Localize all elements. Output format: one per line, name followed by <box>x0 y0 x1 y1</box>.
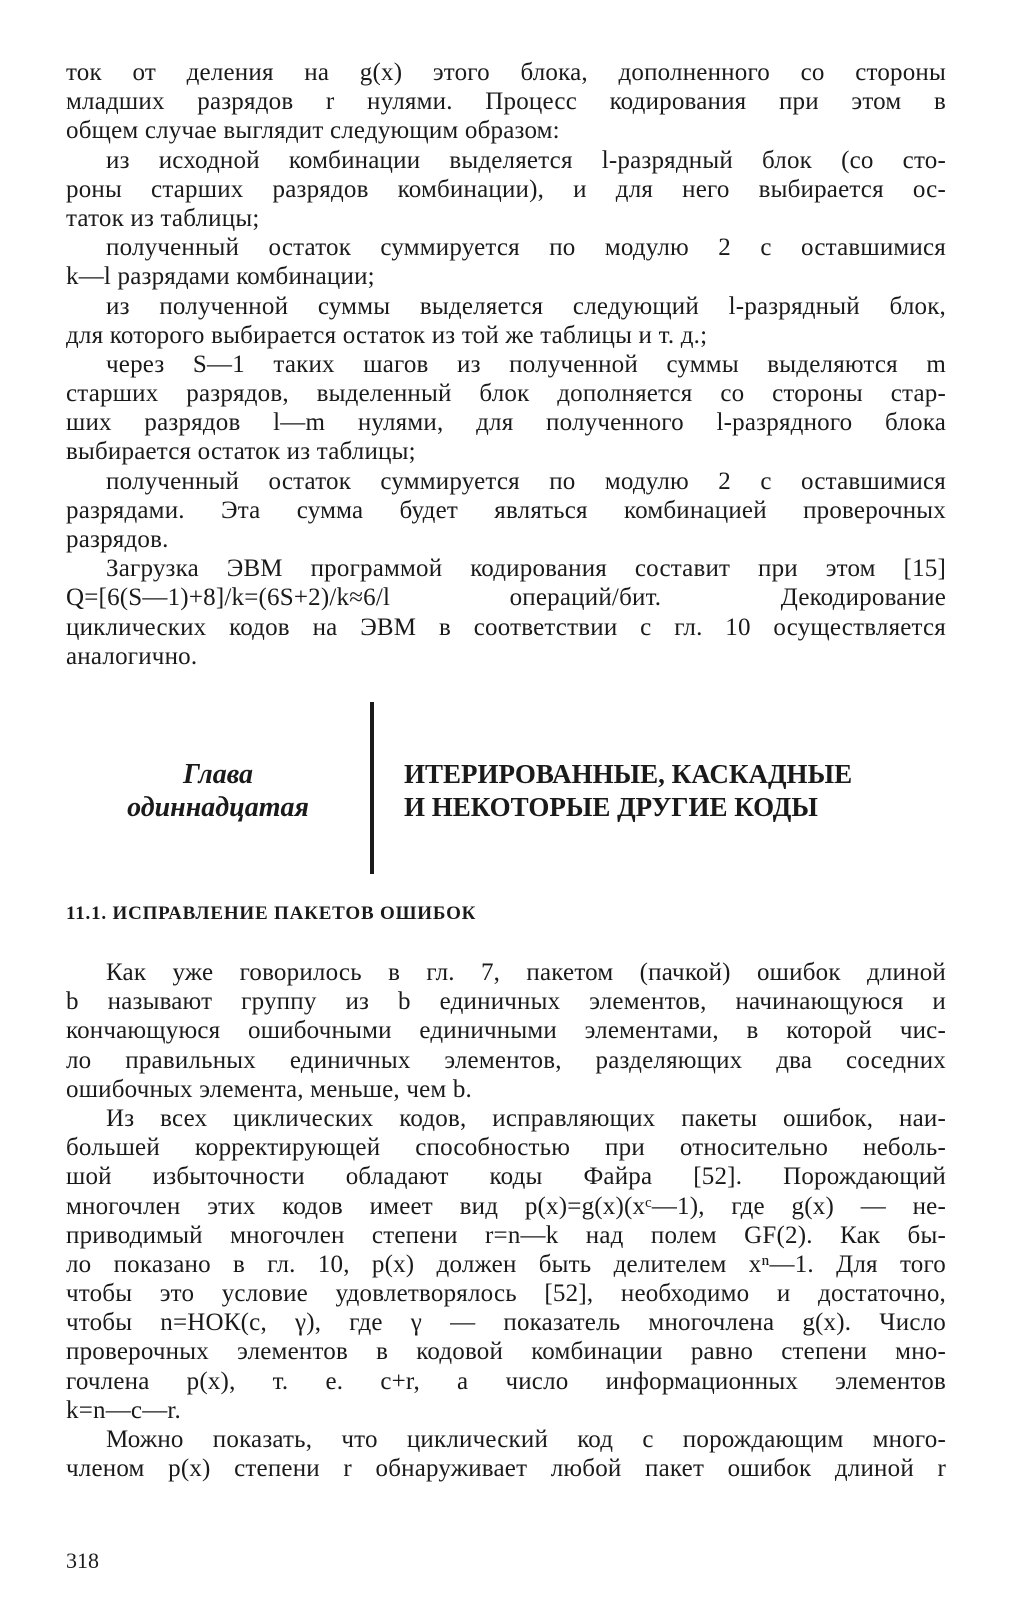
text-line: аналогично. <box>66 642 198 670</box>
chapter-label <box>100 758 336 824</box>
text-line: ошибочных элемента, меньше, чем b. <box>66 1075 473 1103</box>
chapter-label-line2: одиннадцатая <box>127 792 309 823</box>
text-line: младших разрядов r нулями. Процесс кодирования при этом в <box>66 88 946 116</box>
text-line: Q=[6(S—1)+8]/k=(6S+2)/k≈6/l операций/бит. Декодирование <box>66 584 946 612</box>
text-line: из исходной комбинации выделяется l-разрядный блок (со сто- <box>106 146 946 174</box>
text-line: разрядами. Эта сумма будет являться комбинацией проверочных <box>66 496 946 524</box>
section-body <box>66 958 946 1483</box>
text-line: ших разрядов l—m нулями, для полученного l-разрядного блока <box>66 409 946 437</box>
text-line: Загрузка ЭВМ программой кодирования составит при этом [15] <box>106 555 946 583</box>
text-line: выбирается остаток из таблицы; <box>66 438 416 466</box>
text-line: кончающуюся ошибочными единичными элементами, в которой чис- <box>66 1017 946 1045</box>
chapter-title-line2: И НЕКОТОРЫЕ ДРУГИЕ КОДЫ <box>404 792 818 822</box>
text-line: через S—1 таких шагов из полученной суммы выделяются m <box>106 350 946 378</box>
chapter-label-line1: Глава <box>182 759 254 790</box>
text-line: роны старших разрядов комбинации), и для него выбирается ос- <box>66 175 946 203</box>
text-line: общем случае выглядит следующим образом: <box>66 117 560 145</box>
text-line: Можно показать, что циклический код с порождающим много- <box>106 1426 946 1453</box>
text-line: приводимый многочлен степени r=n—k над полем GF(2). Как бы- <box>66 1221 946 1249</box>
text-line: k—l разрядами комбинации; <box>66 263 375 291</box>
text-line: чтобы n=НОК(c, γ), где γ — показатель многочлена g(x). Число <box>66 1309 946 1337</box>
text-line: большей корректирующей способностью при относительно неболь- <box>66 1134 946 1162</box>
text-line: старших разрядов, выделенный блок дополняется со стороны стар- <box>66 380 946 408</box>
chapter-title <box>404 758 852 824</box>
text-line: многочлен этих кодов имеет вид p(x)=g(x)(xᶜ—1), где g(x) — не- <box>66 1192 946 1220</box>
chapter-divider <box>370 702 374 874</box>
text-line: из полученной суммы выделяется следующий l-разрядный блок, <box>106 292 946 320</box>
text-line: полученный остаток суммируется по модулю 2 с оставшимися <box>106 467 946 495</box>
text-line: Из всех циклических кодов, исправляющих пакеты ошибок, наи- <box>106 1104 946 1132</box>
text-line: разрядов. <box>66 526 169 553</box>
text-line: ток от деления на g(x) этого блока, дополненного со стороны <box>66 59 946 86</box>
text-line: ло показано в гл. 10, p(x) должен быть делителем xⁿ—1. Для того <box>66 1250 946 1278</box>
text-line: полученный остаток суммируется по модулю 2 с оставшимися <box>106 234 946 262</box>
text-line: членом p(x) степени r обнаруживает любой пакет ошибок длиной r <box>66 1455 946 1483</box>
text-line: шой избыточности обладают коды Файра [52]. Порождающий <box>66 1163 946 1191</box>
text-line: циклических кодов на ЭВМ в соответствии с гл. 10 осуществляется <box>66 613 946 641</box>
text-line: b называют группу из b единичных элементов, начинающуюся и <box>66 988 946 1016</box>
text-line: для которого выбирается остаток из той же таблицы и т. д.; <box>66 321 708 349</box>
text-line: таток из таблицы; <box>66 204 260 232</box>
text-line: гочлена p(x), т. е. c+r, а число информационных элементов <box>66 1367 946 1395</box>
section-title: 11.1. ИСПРАВЛЕНИЕ ПАКЕТОВ ОШИБОК <box>66 903 477 924</box>
chapter-title-line1: ИТЕРИРОВАННЫЕ, КАСКАДНЫЕ <box>404 759 853 789</box>
page-number: 318 <box>66 1548 99 1573</box>
text-line: ло правильных единичных элементов, разделяющих два соседних <box>66 1046 946 1074</box>
text-line: чтобы это условие удовлетворялось [52], необходимо и достаточно, <box>66 1280 946 1308</box>
text-line: k=n—c—r. <box>66 1396 181 1424</box>
text-line: Как уже говорилось в гл. 7, пакетом (пачкой) ошибок длиной <box>106 959 946 986</box>
text-line: проверочных элементов в кодовой комбинации равно степени мно- <box>66 1338 946 1366</box>
top-paragraphs <box>66 58 946 671</box>
